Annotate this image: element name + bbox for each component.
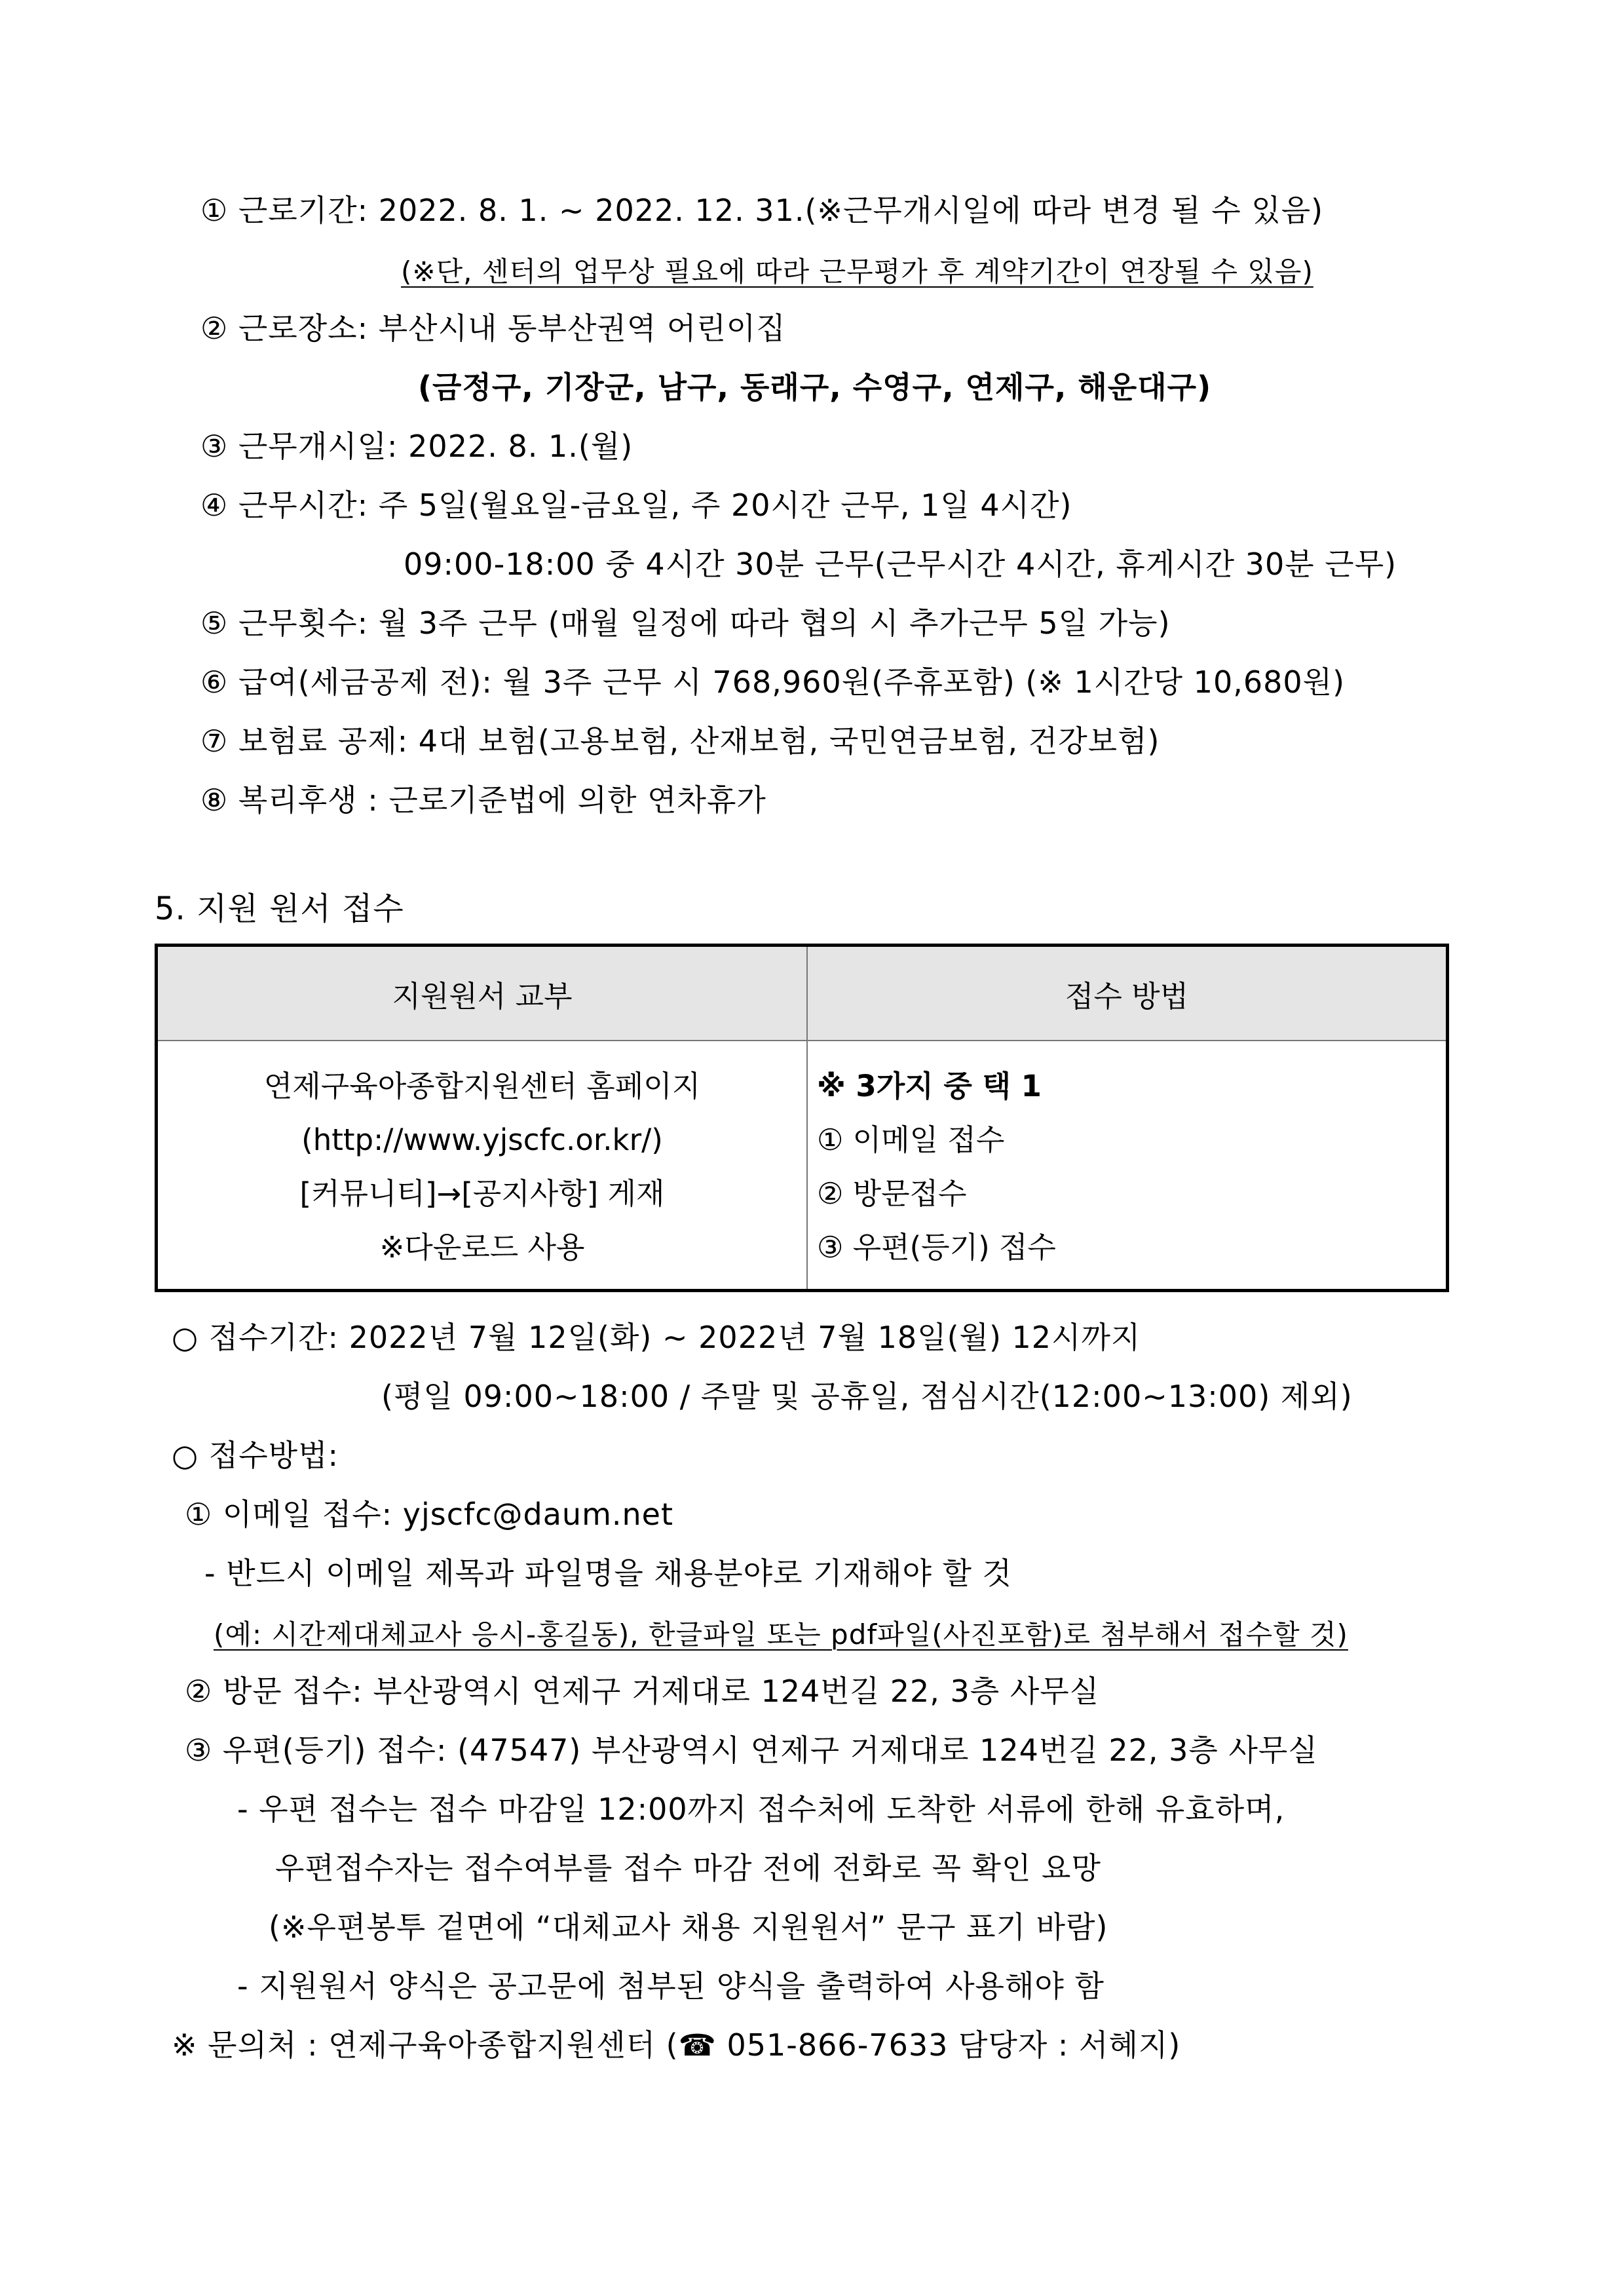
application-table [155, 944, 1449, 1292]
table-header-row [157, 946, 1448, 1041]
work-place-districts: (금정구, 기장군, 남구, 동래구, 수영구, 연제구, 해운대구) [418, 370, 1212, 405]
header-submission-method: 접수 방법 [807, 946, 1448, 1041]
form-note: - 지원원서 양식은 공고문에 첨부된 양식을 출력하여 사용해야 함 [237, 1968, 1105, 2004]
method-visit: ② 방문접수 [817, 1176, 967, 1211]
visit-submission: ② 방문 접수: 부산광역시 연제구 거제대로 124번길 22, 3층 사무실 [185, 1674, 1100, 1709]
submission-method-cell [807, 1041, 1448, 1291]
submission-period: ○ 접수기간: 2022년 7월 12일(화) ~ 2022년 7월 18일(월) 12시까지 [172, 1320, 1141, 1355]
email-note-2: (예: 시간제대체교사 응시-홍길동), 한글파일 또는 pdf파일(사진포함)로 첨부해서 접수할 것) [214, 1618, 1348, 1651]
mail-note-2: 우편접수자는 접수여부를 접수 마감 전에 전화로 꼭 확인 요망 [275, 1850, 1101, 1886]
contact-info: ※ 문의처 : 연제구육아종합지원센터 (☎ 051-866-7633 담당자 : 서혜지) [172, 2027, 1181, 2063]
work-frequency: ⑤ 근무횟수: 월 3주 근무 (매월 일정에 따라 협의 시 추가근무 5일 가능) [200, 605, 1171, 641]
work-hours: ④ 근무시간: 주 5일(월요일-금요일, 주 20시간 근무, 1일 4시간) [200, 488, 1072, 523]
start-date: ③ 근무개시일: 2022. 8. 1.(월) [200, 429, 633, 464]
submission-method-label: ○ 접수방법: [172, 1438, 339, 1473]
homepage-name: 연제구육아종합지원센터 홈페이지 [263, 1069, 701, 1103]
method-email: ① 이메일 접수 [817, 1122, 1005, 1157]
insurance: ⑦ 보험료 공제: 4대 보험(고용보험, 산재보험, 국민연금보험, 건강보험) [200, 723, 1160, 759]
method-mail: ③ 우편(등기) 접수 [817, 1230, 1056, 1265]
section-title: 5. 지원 원서 접수 [155, 890, 404, 927]
work-period: ① 근로기간: 2022. 8. 1. ~ 2022. 12. 31.(※근무개시일에 따라 변경 될 수 있음) [200, 193, 1324, 228]
email-note-1: - 반드시 이메일 제목과 파일명을 채용분야로 기재해야 할 것 [204, 1556, 1013, 1591]
welfare: ⑧ 복리후생 : 근로기준법에 의한 연차휴가 [200, 782, 766, 818]
work-place: ② 근로장소: 부산시내 동부산권역 어린이집 [200, 311, 786, 346]
salary: ⑥ 급여(세금공제 전): 월 3주 근무 시 768,960원(주휴포함) (※ 1시간당 10,680원) [200, 664, 1346, 700]
mail-note-1: - 우편 접수는 접수 마감일 12:00까지 접수처에 도착한 서류에 한해 유효하며, [237, 1791, 1285, 1827]
table-row [157, 1041, 1448, 1291]
work-hours-detail: 09:00-18:00 중 4시간 30분 근무(근무시간 4시간, 휴게시간 30분 근무) [404, 546, 1397, 582]
work-period-note: (※단, 센터의 업무상 필요에 따라 근무평가 후 계약기간이 연장될 수 있음) [401, 256, 1313, 288]
email-submission: ① 이메일 접수: yjscfc@daum.net [185, 1497, 673, 1532]
mail-submission: ③ 우편(등기) 접수: (47547) 부산광역시 연제구 거제대로 124번길 22, 3층 사무실 [185, 1732, 1318, 1768]
download-note: ※다운로드 사용 [379, 1230, 585, 1265]
mail-note-3: (※우편봉투 겉면에 “대체교사 채용 지원원서” 문구 표기 바람) [269, 1909, 1108, 1945]
choose-one-note: ※ 3가지 중 택 1 [817, 1069, 1042, 1103]
notice-path: [커뮤니티]→[공지사항] 게재 [299, 1176, 665, 1211]
homepage-url[interactable]: (http://www.yjscfc.or.kr/) [301, 1122, 663, 1157]
header-form-distribution: 지원원서 교부 [157, 946, 808, 1041]
submission-period-note: (평일 09:00~18:00 / 주말 및 공휴일, 점심시간(12:00~13:00) 제외) [381, 1379, 1353, 1414]
form-distribution-cell [157, 1041, 808, 1291]
